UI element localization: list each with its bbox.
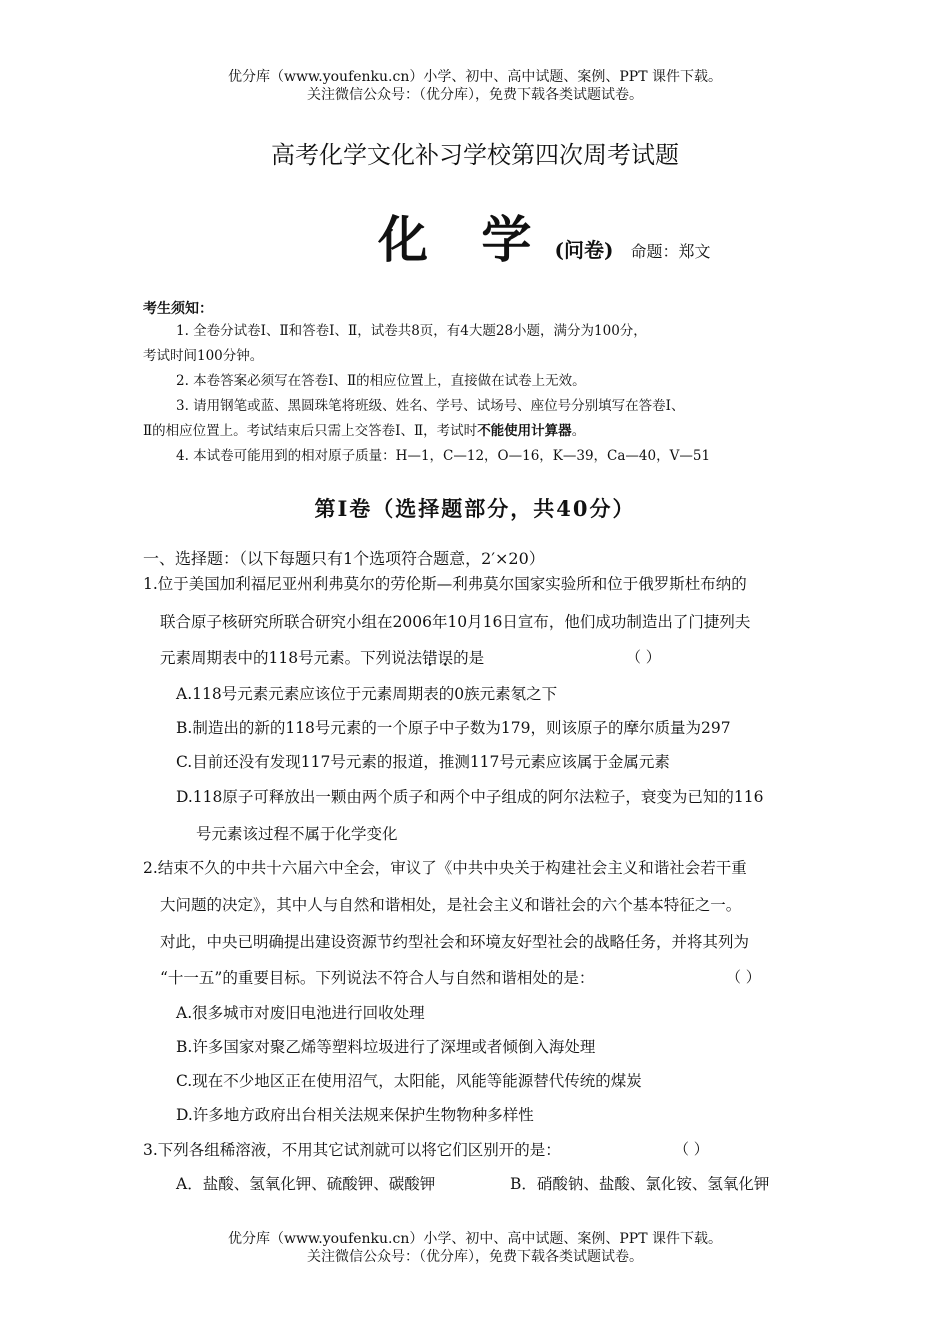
part-heading: 一、选择题：（以下每题只有1个选项符合题意，2′×20） — [143, 549, 545, 568]
footer-line-2: 关注微信公众号：（优分库），免费下载各类试题试卷。 — [307, 1249, 643, 1265]
q3-answer-blank: （ ） — [674, 1140, 709, 1158]
q2-answer-blank: （ ） — [726, 968, 761, 986]
q1-line-3-text: 元素周期表中的118号元素。下列说法 — [160, 649, 423, 667]
notice-item-1a: 1. 全卷分试卷Ⅰ、Ⅱ和答卷Ⅰ、Ⅱ，试卷共8页，有4大题28小题，满分为100分， — [176, 323, 647, 339]
q2-line-2: 大问题的决定》，其中人与自然和谐相处，是社会主义和谐社会的六个基本特征之一。 — [160, 896, 742, 914]
exam-title: 高考化学文化补习学校第四次周考试题 — [271, 141, 679, 169]
emphasis-char-2: 误 — [437, 649, 454, 667]
q2-option-c: C.现在不少地区正在使用沼气，太阳能，风能等能源替代传统的煤炭 — [176, 1072, 642, 1090]
q1-line-3 — [160, 646, 484, 668]
q1-option-b: B.制造出的新的118号元素的一个原子中子数为179，则该原子的摩尔质量为297 — [176, 719, 731, 737]
subject-note: (问卷) — [554, 238, 614, 262]
notice-item-1b: 考试时间100分钟。 — [143, 348, 264, 364]
subject-name: 化 学 — [378, 210, 550, 269]
q2-option-a: A.很多城市对废旧电池进行回收处理 — [176, 1004, 425, 1022]
q3-option-b: B．硝酸钠、盐酸、氯化铵、氢氧化钾 — [510, 1175, 770, 1193]
q2-line-4: “十一五”的重要目标。下列说法不符合人与自然和谐相处的是： — [160, 969, 595, 987]
no-calculator-warning: 不能使用计算器 — [477, 423, 572, 439]
subject-line — [378, 200, 711, 272]
notice-item-4: 4. 本试卷可能用到的相对原子质量：H—1，C—12，O—16，K—39，Ca—40，V—51 — [176, 448, 711, 464]
q1-option-d-2: 号元素该过程不属于化学变化 — [196, 825, 398, 843]
q1-option-d-1: D.118原子可释放出一颗由两个质子和两个中子组成的阿尔法粒子，衰变为已知的116 — [176, 788, 764, 806]
section-title: 第Ⅰ卷（选择题部分，共40分） — [314, 496, 636, 521]
q3-line-1: 3.下列各组稀溶液，不用其它试剂就可以将它们区别开的是： — [143, 1141, 561, 1159]
q1-option-a: A.118号元素元素应该位于元素周期表的0族元素氡之下 — [176, 685, 558, 703]
header-line-2: 关注微信公众号：（优分库），免费下载各类试题试卷。 — [307, 87, 643, 103]
notice-item-3b-text: Ⅱ的相应位置上。考试结束后只需上交答卷Ⅰ、Ⅱ，考试时 — [143, 423, 478, 439]
q2-option-d: D.许多地方政府出台相关法规来保护生物物种多样性 — [176, 1106, 534, 1124]
notice-heading: 考生须知： — [143, 301, 213, 317]
q2-line-3: 对此，中央已明确提出建设资源节约型社会和环境友好型社会的战略任务，并将其列为 — [160, 933, 750, 951]
footer-line-1: 优分库（www.youfenku.cn）小学、初中、高中试题、案例、PPT 课件下载。 — [227, 1231, 722, 1247]
emphasis-char-1: 错 — [422, 649, 438, 667]
notice-item-3b — [143, 422, 585, 440]
q1-line-2: 联合原子核研究所联合研究小组在2006年10月16日宣布，他们成功制造出了门捷列夫 — [160, 613, 751, 631]
q2-option-b: B.许多国家对聚乙烯等塑料垃圾进行了深埋或者倾倒入海处理 — [176, 1038, 596, 1056]
q3-option-a: A．盐酸、氢氧化钾、硫酸钾、碳酸钾 — [176, 1175, 436, 1193]
q1-line-3-end: 的是 — [453, 649, 485, 667]
header-line-1: 优分库（www.youfenku.cn）小学、初中、高中试题、案例、PPT 课件下载。 — [227, 69, 722, 85]
q2-line-1: 2.结束不久的中共十六届六中全会，审议了《中共中央关于构建社会主义和谐社会若干重 — [143, 859, 747, 877]
q1-option-c: C.目前还没有发现117号元素的报道，推测117号元素应该属于金属元素 — [176, 753, 670, 771]
notice-item-2: 2. 本卷答案必须写在答卷Ⅰ、Ⅱ的相应位置上，直接做在试卷上无效。 — [176, 373, 586, 389]
notice-item-3b-end: 。 — [571, 423, 586, 439]
author: 命题：郑文 — [630, 242, 711, 261]
q1-answer-blank: （ ） — [626, 648, 661, 666]
q1-line-1: 1.位于美国加利福尼亚州利弗莫尔的劳伦斯—利弗莫尔国家实验所和位于俄罗斯杜布纳的 — [143, 575, 747, 593]
notice-item-3a: 3. 请用钢笔或蓝、黑圆珠笔将班级、姓名、学号、试场号、座位号分别填写在答卷Ⅰ、 — [176, 398, 685, 414]
